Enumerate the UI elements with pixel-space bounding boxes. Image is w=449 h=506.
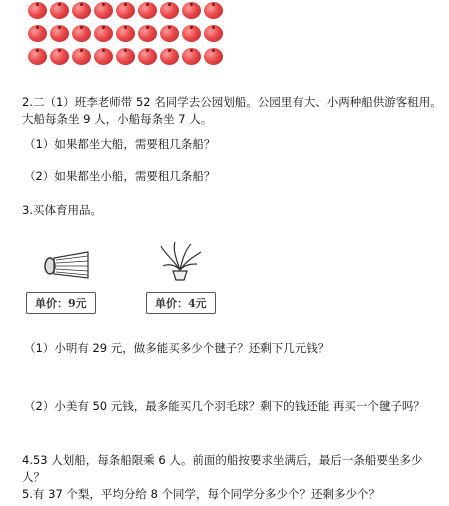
apple-icon	[204, 25, 223, 42]
apple-icon	[204, 48, 223, 65]
apple-icon	[28, 25, 47, 42]
apple-icon	[50, 48, 69, 65]
jianzi-item	[150, 240, 210, 288]
shuttlecock-price: 单价：9元	[26, 292, 96, 314]
apple-icon	[204, 2, 223, 19]
question-5: 5.有 37 个梨，平均分给 8 个同学，每个同学分多少个？还剩多少个？	[22, 487, 381, 501]
apple-icon	[94, 2, 113, 19]
shuttlecock-icon	[36, 246, 96, 282]
jianzi-price: 单价：4元	[146, 292, 216, 314]
question-2-stem: 2.二（1）班李老师带 52 名同学去公园划船。公园里有大、小两种船供游客租用。大船每条坐 9 人，小船每条坐 7 人。	[22, 95, 442, 126]
apple-icon	[160, 2, 179, 19]
apple-icon	[50, 25, 69, 42]
question-3-sub-1: （1）小明有 29 元，做多能买多少个毽子？还剩下几元钱？	[24, 341, 330, 355]
apple-icon	[182, 48, 201, 65]
apple-icon	[138, 48, 157, 65]
apple-icon	[116, 25, 135, 42]
question-3-title: 3.买体育用品。	[22, 203, 102, 217]
apple-icon	[72, 2, 91, 19]
apple-grid	[28, 2, 224, 65]
question-3-sub-2: （2）小美有 50 元钱，最多能买几个羽毛球？剩下的钱还能 再买一个毽子吗？	[24, 399, 425, 413]
apple-icon	[182, 25, 201, 42]
apple-icon	[94, 25, 113, 42]
question-4: 4.53 人划船，每条船限乘 6 人。前面的船按要求坐满后，最后一条船要坐多少人？	[22, 453, 423, 484]
apple-icon	[28, 48, 47, 65]
apple-icon	[50, 2, 69, 19]
question-2-sub-1: （1）如果都坐大船，需要租几条船？	[24, 137, 216, 151]
apple-icon	[72, 25, 91, 42]
apple-icon	[94, 48, 113, 65]
apple-icon	[138, 25, 157, 42]
apple-icon	[182, 2, 201, 19]
apple-icon	[160, 25, 179, 42]
jianzi-icon	[157, 240, 203, 284]
jianzi-price-box	[146, 292, 216, 314]
question-2-sub-2: （2）如果都坐小船，需要租几条船？	[24, 169, 216, 183]
apple-icon	[28, 2, 47, 19]
apple-icon	[116, 48, 135, 65]
apple-icon	[138, 2, 157, 19]
apple-icon	[72, 48, 91, 65]
apple-icon	[116, 2, 135, 19]
apple-icon	[160, 48, 179, 65]
shuttlecock-price-box	[26, 292, 96, 314]
shuttlecock-item	[26, 246, 106, 286]
